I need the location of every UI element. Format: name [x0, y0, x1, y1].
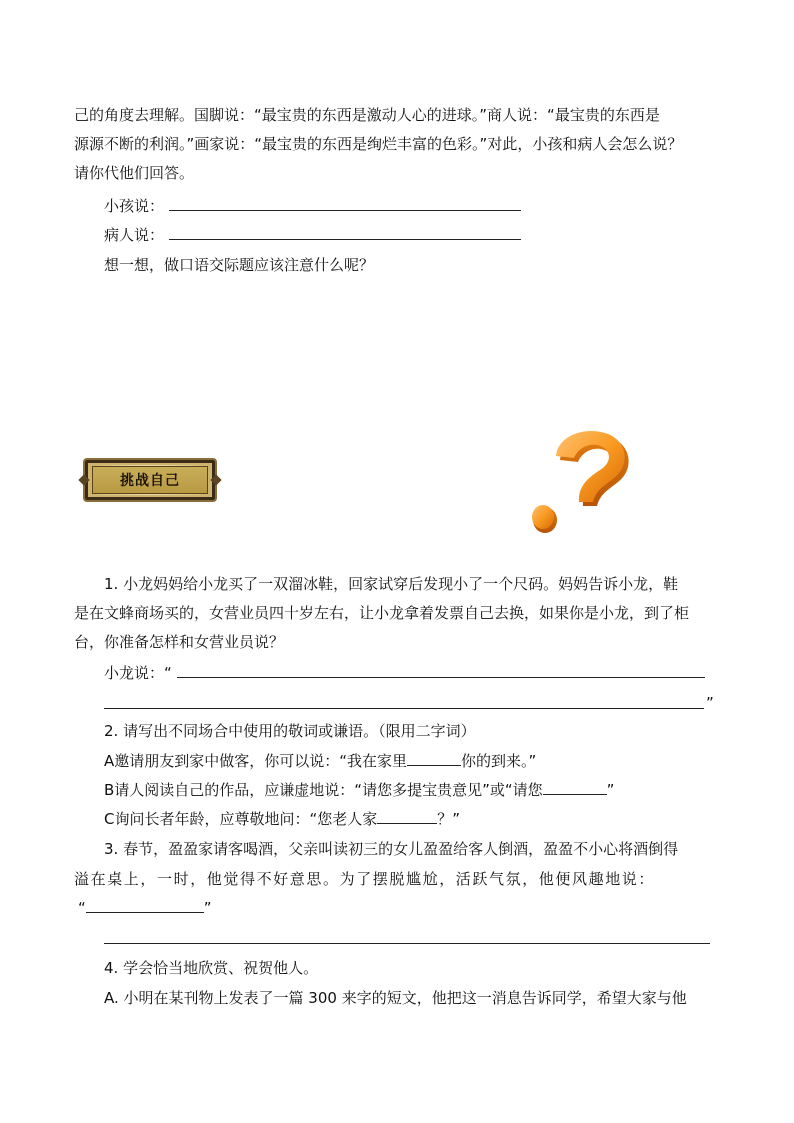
q4-title: 4. 学会恰当地欣赏、祝贺他人。 — [104, 959, 319, 977]
child-answer-blank[interactable] — [169, 195, 521, 211]
q2-b-blank[interactable] — [543, 779, 607, 795]
q1-answer-row — [104, 662, 705, 684]
q1-line-1: 1. 小龙妈妈给小龙买了一双溜冰鞋，回家试穿后发现小了一个尺码。妈妈告诉小龙，鞋 — [104, 575, 679, 593]
q2-title: 2. 请写出不同场合中使用的敬词或谦语。（限用二字词） — [104, 722, 476, 740]
challenge-banner — [83, 458, 217, 502]
q2-item-a — [104, 750, 536, 772]
q3-answer-row — [78, 897, 212, 919]
q2-a-text-end: 你的到来。” — [461, 752, 537, 770]
q1-answer-label: 小龙说：“ — [104, 664, 172, 682]
patient-answer-blank[interactable] — [169, 224, 521, 240]
patient-label: 病人说： — [104, 226, 165, 244]
paragraph-line-3: 请你代他们回答。 — [74, 164, 195, 182]
q2-c-text: C询问长者年龄，应尊敬地问：“您老人家 — [104, 810, 378, 828]
q4-item-a: A. 小明在某刊物上发表了一篇 300 来字的短文，他把这一消息告诉同学，希望大家与他 — [104, 989, 687, 1007]
q3-line-2: 溢在桌上，一时，他觉得不好意思。为了摆脱尴尬，活跃气氛，他便风趣地说： — [74, 870, 656, 888]
banner-label: 挑战自己 — [92, 466, 208, 494]
paragraph-line-2: 源源不断的利润。”画家说：“最宝贵的东西是绚烂丰富的色彩。”对此，小孩和病人会怎么说？ — [74, 135, 683, 153]
q2-b-text-end: ” — [606, 781, 615, 799]
q2-item-c — [104, 808, 460, 830]
paragraph-line-1: 己的角度去理解。国脚说：“最宝贵的东西是激动人心的进球。”商人说：“最宝贵的东西是 — [74, 106, 660, 124]
think-question: 想一想，做口语交际题应该注意什么呢？ — [104, 256, 375, 274]
child-answer-row — [104, 195, 521, 217]
q2-a-blank[interactable] — [407, 750, 461, 766]
q1-close-quote: ” — [706, 694, 714, 712]
q3-answer-blank-2[interactable] — [104, 943, 710, 944]
q2-item-b — [104, 779, 614, 801]
q2-c-text-end: ？” — [437, 810, 461, 828]
patient-answer-row — [104, 224, 521, 246]
question-mark-icon — [518, 422, 638, 542]
q3-answer-blank-1[interactable] — [86, 897, 204, 913]
q2-b-text: B请人阅读自己的作品，应谦虚地说：“请您多提宝贵意见”或“请您 — [104, 781, 543, 799]
q1-answer-blank-2[interactable] — [104, 708, 704, 709]
q1-line-3: 台，你准备怎样和女营业员说？ — [74, 633, 285, 651]
q3-line-1: 3. 春节，盈盈家请客喝酒，父亲叫读初三的女儿盈盈给客人倒酒，盈盈不小心将酒倒得 — [104, 840, 679, 858]
child-label: 小孩说： — [104, 197, 165, 215]
q2-c-blank[interactable] — [377, 808, 437, 824]
q3-open-quote: “ — [78, 899, 86, 917]
q2-a-text: A邀请朋友到家中做客，你可以说：“我在家里 — [104, 752, 408, 770]
q1-line-2: 是在文蜂商场买的，女营业员四十岁左右，让小龙拿着发票自己去换，如果你是小龙，到了柜 — [74, 604, 690, 622]
q1-answer-blank-1[interactable] — [177, 662, 705, 678]
q3-close-quote: ” — [203, 899, 212, 917]
